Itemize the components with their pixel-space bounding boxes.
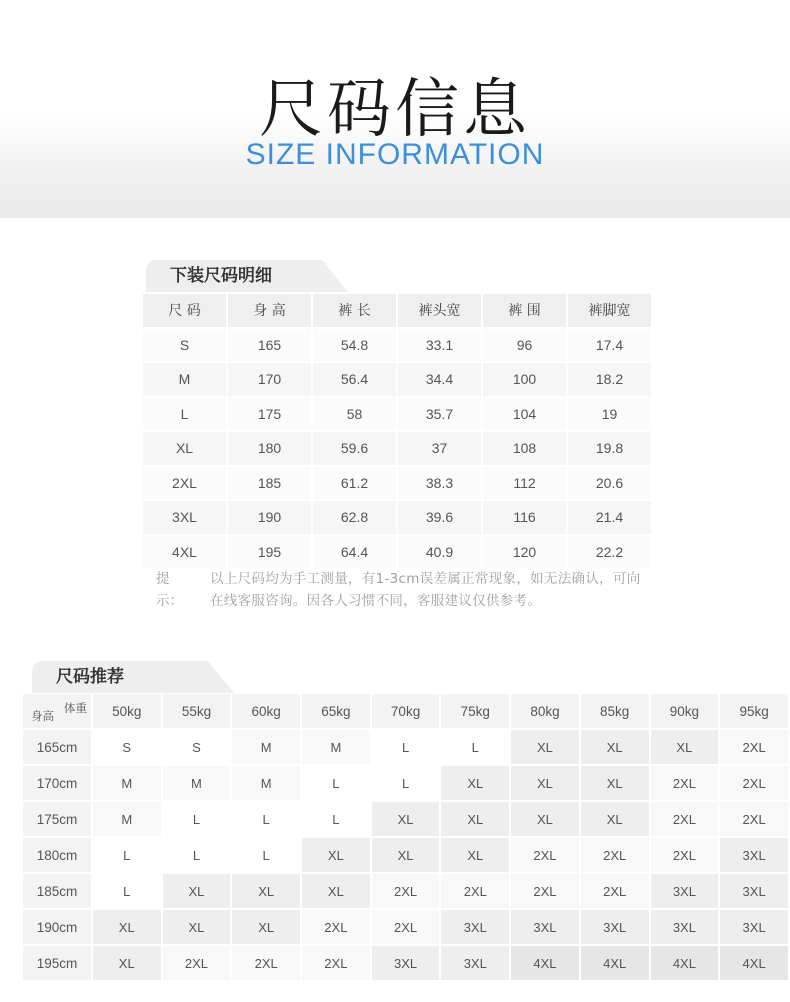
- size-cell: 4XL: [651, 946, 719, 980]
- size-cell: S: [93, 730, 161, 764]
- table-cell: L: [143, 398, 226, 431]
- table-cell: 2XL: [143, 467, 226, 500]
- page-header: [0, 0, 790, 218]
- size-cell: S: [163, 730, 231, 764]
- table-cell: 56.4: [313, 363, 396, 396]
- table-cell: 34.4: [398, 363, 481, 396]
- size-cell: XL: [511, 730, 579, 764]
- size-cell: 3XL: [441, 910, 509, 944]
- pants-section-label: 下装尺码明细: [170, 266, 272, 286]
- weight-header: 70kg: [372, 694, 440, 728]
- table-row: [143, 536, 651, 569]
- table-cell: 112: [483, 467, 566, 500]
- recommend-section-label: 尺码推荐: [56, 667, 124, 687]
- table-cell: 40.9: [398, 536, 481, 569]
- table-row: [143, 363, 651, 396]
- table-cell: 116: [483, 501, 566, 534]
- height-row-header: 185cm: [23, 874, 91, 908]
- size-cell: L: [93, 838, 161, 872]
- size-cell: 2XL: [372, 910, 440, 944]
- size-cell: XL: [511, 802, 579, 836]
- table-cell: 18.2: [568, 363, 651, 396]
- table-cell: 58: [313, 398, 396, 431]
- table-cell: 185: [228, 467, 311, 500]
- size-cell: 3XL: [720, 838, 788, 872]
- size-cell: XL: [441, 766, 509, 800]
- size-cell: XL: [302, 874, 370, 908]
- table-cell: 59.6: [313, 432, 396, 465]
- table-cell: 19.8: [568, 432, 651, 465]
- table-row: [143, 398, 651, 431]
- size-cell: 2XL: [511, 838, 579, 872]
- weight-header: 75kg: [441, 694, 509, 728]
- size-cell: 3XL: [441, 946, 509, 980]
- size-cell: 3XL: [720, 910, 788, 944]
- weight-header: 55kg: [163, 694, 231, 728]
- size-cell: M: [302, 730, 370, 764]
- height-row-header: 190cm: [23, 910, 91, 944]
- table-row: [23, 910, 788, 944]
- weight-header: 65kg: [302, 694, 370, 728]
- table-row: [143, 432, 651, 465]
- size-cell: 2XL: [651, 838, 719, 872]
- column-header: 裤头宽: [398, 294, 481, 327]
- table-cell: 64.4: [313, 536, 396, 569]
- size-cell: L: [232, 838, 300, 872]
- size-cell: 2XL: [372, 874, 440, 908]
- table-cell: 190: [228, 501, 311, 534]
- table-cell: 54.8: [313, 329, 396, 362]
- table-cell: 19: [568, 398, 651, 431]
- size-cell: 2XL: [651, 766, 719, 800]
- table-row: [23, 838, 788, 872]
- table-cell: 120: [483, 536, 566, 569]
- size-cell: XL: [441, 802, 509, 836]
- size-cell: 4XL: [720, 946, 788, 980]
- size-cell: M: [93, 802, 161, 836]
- size-cell: XL: [372, 802, 440, 836]
- note-label: 提示：: [156, 571, 183, 609]
- weight-header: 90kg: [651, 694, 719, 728]
- table-cell: 3XL: [143, 501, 226, 534]
- table-cell: 180: [228, 432, 311, 465]
- size-cell: XL: [232, 874, 300, 908]
- size-cell: 2XL: [163, 946, 231, 980]
- table-row: [23, 946, 788, 980]
- column-header: 裤 围: [483, 294, 566, 327]
- table-cell: 35.7: [398, 398, 481, 431]
- size-cell: 3XL: [511, 910, 579, 944]
- table-row: [143, 501, 651, 534]
- size-cell: XL: [651, 730, 719, 764]
- size-cell: M: [163, 766, 231, 800]
- table-cell: 195: [228, 536, 311, 569]
- size-cell: XL: [93, 946, 161, 980]
- size-cell: L: [163, 802, 231, 836]
- size-cell: XL: [302, 838, 370, 872]
- pants-size-table: [141, 292, 653, 570]
- size-cell: 2XL: [302, 946, 370, 980]
- size-cell: L: [302, 766, 370, 800]
- page-subtitle: SIZE INFORMATION: [245, 138, 545, 171]
- size-cell: 2XL: [441, 874, 509, 908]
- height-row-header: 170cm: [23, 766, 91, 800]
- size-cell: M: [232, 730, 300, 764]
- column-header: 裤 长: [313, 294, 396, 327]
- pants-section-tab: [146, 260, 322, 292]
- size-cell: M: [93, 766, 161, 800]
- height-row-header: 175cm: [23, 802, 91, 836]
- size-cell: XL: [163, 910, 231, 944]
- table-cell: 37: [398, 432, 481, 465]
- size-cell: 3XL: [651, 910, 719, 944]
- size-cell: XL: [163, 874, 231, 908]
- table-cell: 39.6: [398, 501, 481, 534]
- weight-header: 95kg: [720, 694, 788, 728]
- size-cell: L: [441, 730, 509, 764]
- size-cell: L: [163, 838, 231, 872]
- size-cell: 2XL: [232, 946, 300, 980]
- size-cell: 4XL: [511, 946, 579, 980]
- size-cell: 3XL: [372, 946, 440, 980]
- table-row: [23, 730, 788, 764]
- size-cell: XL: [441, 838, 509, 872]
- size-cell: L: [372, 766, 440, 800]
- table-row: [23, 766, 788, 800]
- recommend-section-tab: [32, 661, 208, 693]
- table-row: [143, 467, 651, 500]
- size-cell: XL: [581, 766, 649, 800]
- size-cell: M: [232, 766, 300, 800]
- table-cell: 22.2: [568, 536, 651, 569]
- weight-header: 50kg: [93, 694, 161, 728]
- size-cell: L: [302, 802, 370, 836]
- size-cell: 2XL: [720, 802, 788, 836]
- size-cell: 2XL: [651, 802, 719, 836]
- size-cell: XL: [232, 910, 300, 944]
- size-cell: 2XL: [581, 838, 649, 872]
- table-cell: 21.4: [568, 501, 651, 534]
- table-cell: 17.4: [568, 329, 651, 362]
- size-cell: XL: [581, 730, 649, 764]
- size-cell: XL: [93, 910, 161, 944]
- table-cell: 108: [483, 432, 566, 465]
- table-cell: 100: [483, 363, 566, 396]
- size-cell: 2XL: [720, 730, 788, 764]
- table-row: [23, 874, 788, 908]
- table-header-row: [143, 294, 651, 327]
- size-cell: XL: [372, 838, 440, 872]
- size-cell: 2XL: [511, 874, 579, 908]
- page-title: 尺码信息: [259, 73, 531, 147]
- table-cell: M: [143, 363, 226, 396]
- table-cell: 104: [483, 398, 566, 431]
- table-cell: 165: [228, 329, 311, 362]
- table-cell: 61.2: [313, 467, 396, 500]
- table-row: [23, 802, 788, 836]
- table-cell: 38.3: [398, 467, 481, 500]
- size-cell: 2XL: [720, 766, 788, 800]
- weight-header: 80kg: [511, 694, 579, 728]
- size-cell: XL: [581, 802, 649, 836]
- table-cell: 170: [228, 363, 311, 396]
- weight-header: 60kg: [232, 694, 300, 728]
- height-axis-label: 身高: [31, 709, 54, 723]
- table-cell: XL: [143, 432, 226, 465]
- table-cell: 4XL: [143, 536, 226, 569]
- table-row: [143, 329, 651, 362]
- size-cell: 4XL: [581, 946, 649, 980]
- column-header: 裤脚宽: [568, 294, 651, 327]
- column-header: 尺 码: [143, 294, 226, 327]
- table-cell: 96: [483, 329, 566, 362]
- corner-cell: [23, 694, 91, 728]
- table-cell: S: [143, 329, 226, 362]
- table-header-row: [23, 694, 788, 728]
- height-row-header: 195cm: [23, 946, 91, 980]
- height-row-header: 180cm: [23, 838, 91, 872]
- note-text: 以上尺码均为手工测量，有1-3cm误差属正常现象，如无法确认，可向在线客服咨询。因各人习惯不同，客服建议仅供参考。: [210, 571, 641, 609]
- size-cell: L: [372, 730, 440, 764]
- size-recommend-table: [21, 692, 790, 982]
- table-cell: 175: [228, 398, 311, 431]
- size-cell: 3XL: [720, 874, 788, 908]
- size-cell: 2XL: [581, 874, 649, 908]
- size-cell: L: [232, 802, 300, 836]
- table-cell: 62.8: [313, 501, 396, 534]
- table-cell: 20.6: [568, 467, 651, 500]
- size-cell: 3XL: [651, 874, 719, 908]
- size-cell: L: [93, 874, 161, 908]
- size-cell: XL: [511, 766, 579, 800]
- weight-header: 85kg: [581, 694, 649, 728]
- weight-axis-label: 体重: [63, 701, 87, 715]
- column-header: 身 高: [228, 294, 311, 327]
- height-row-header: 165cm: [23, 730, 91, 764]
- size-cell: 2XL: [302, 910, 370, 944]
- table-cell: 33.1: [398, 329, 481, 362]
- size-cell: 3XL: [581, 910, 649, 944]
